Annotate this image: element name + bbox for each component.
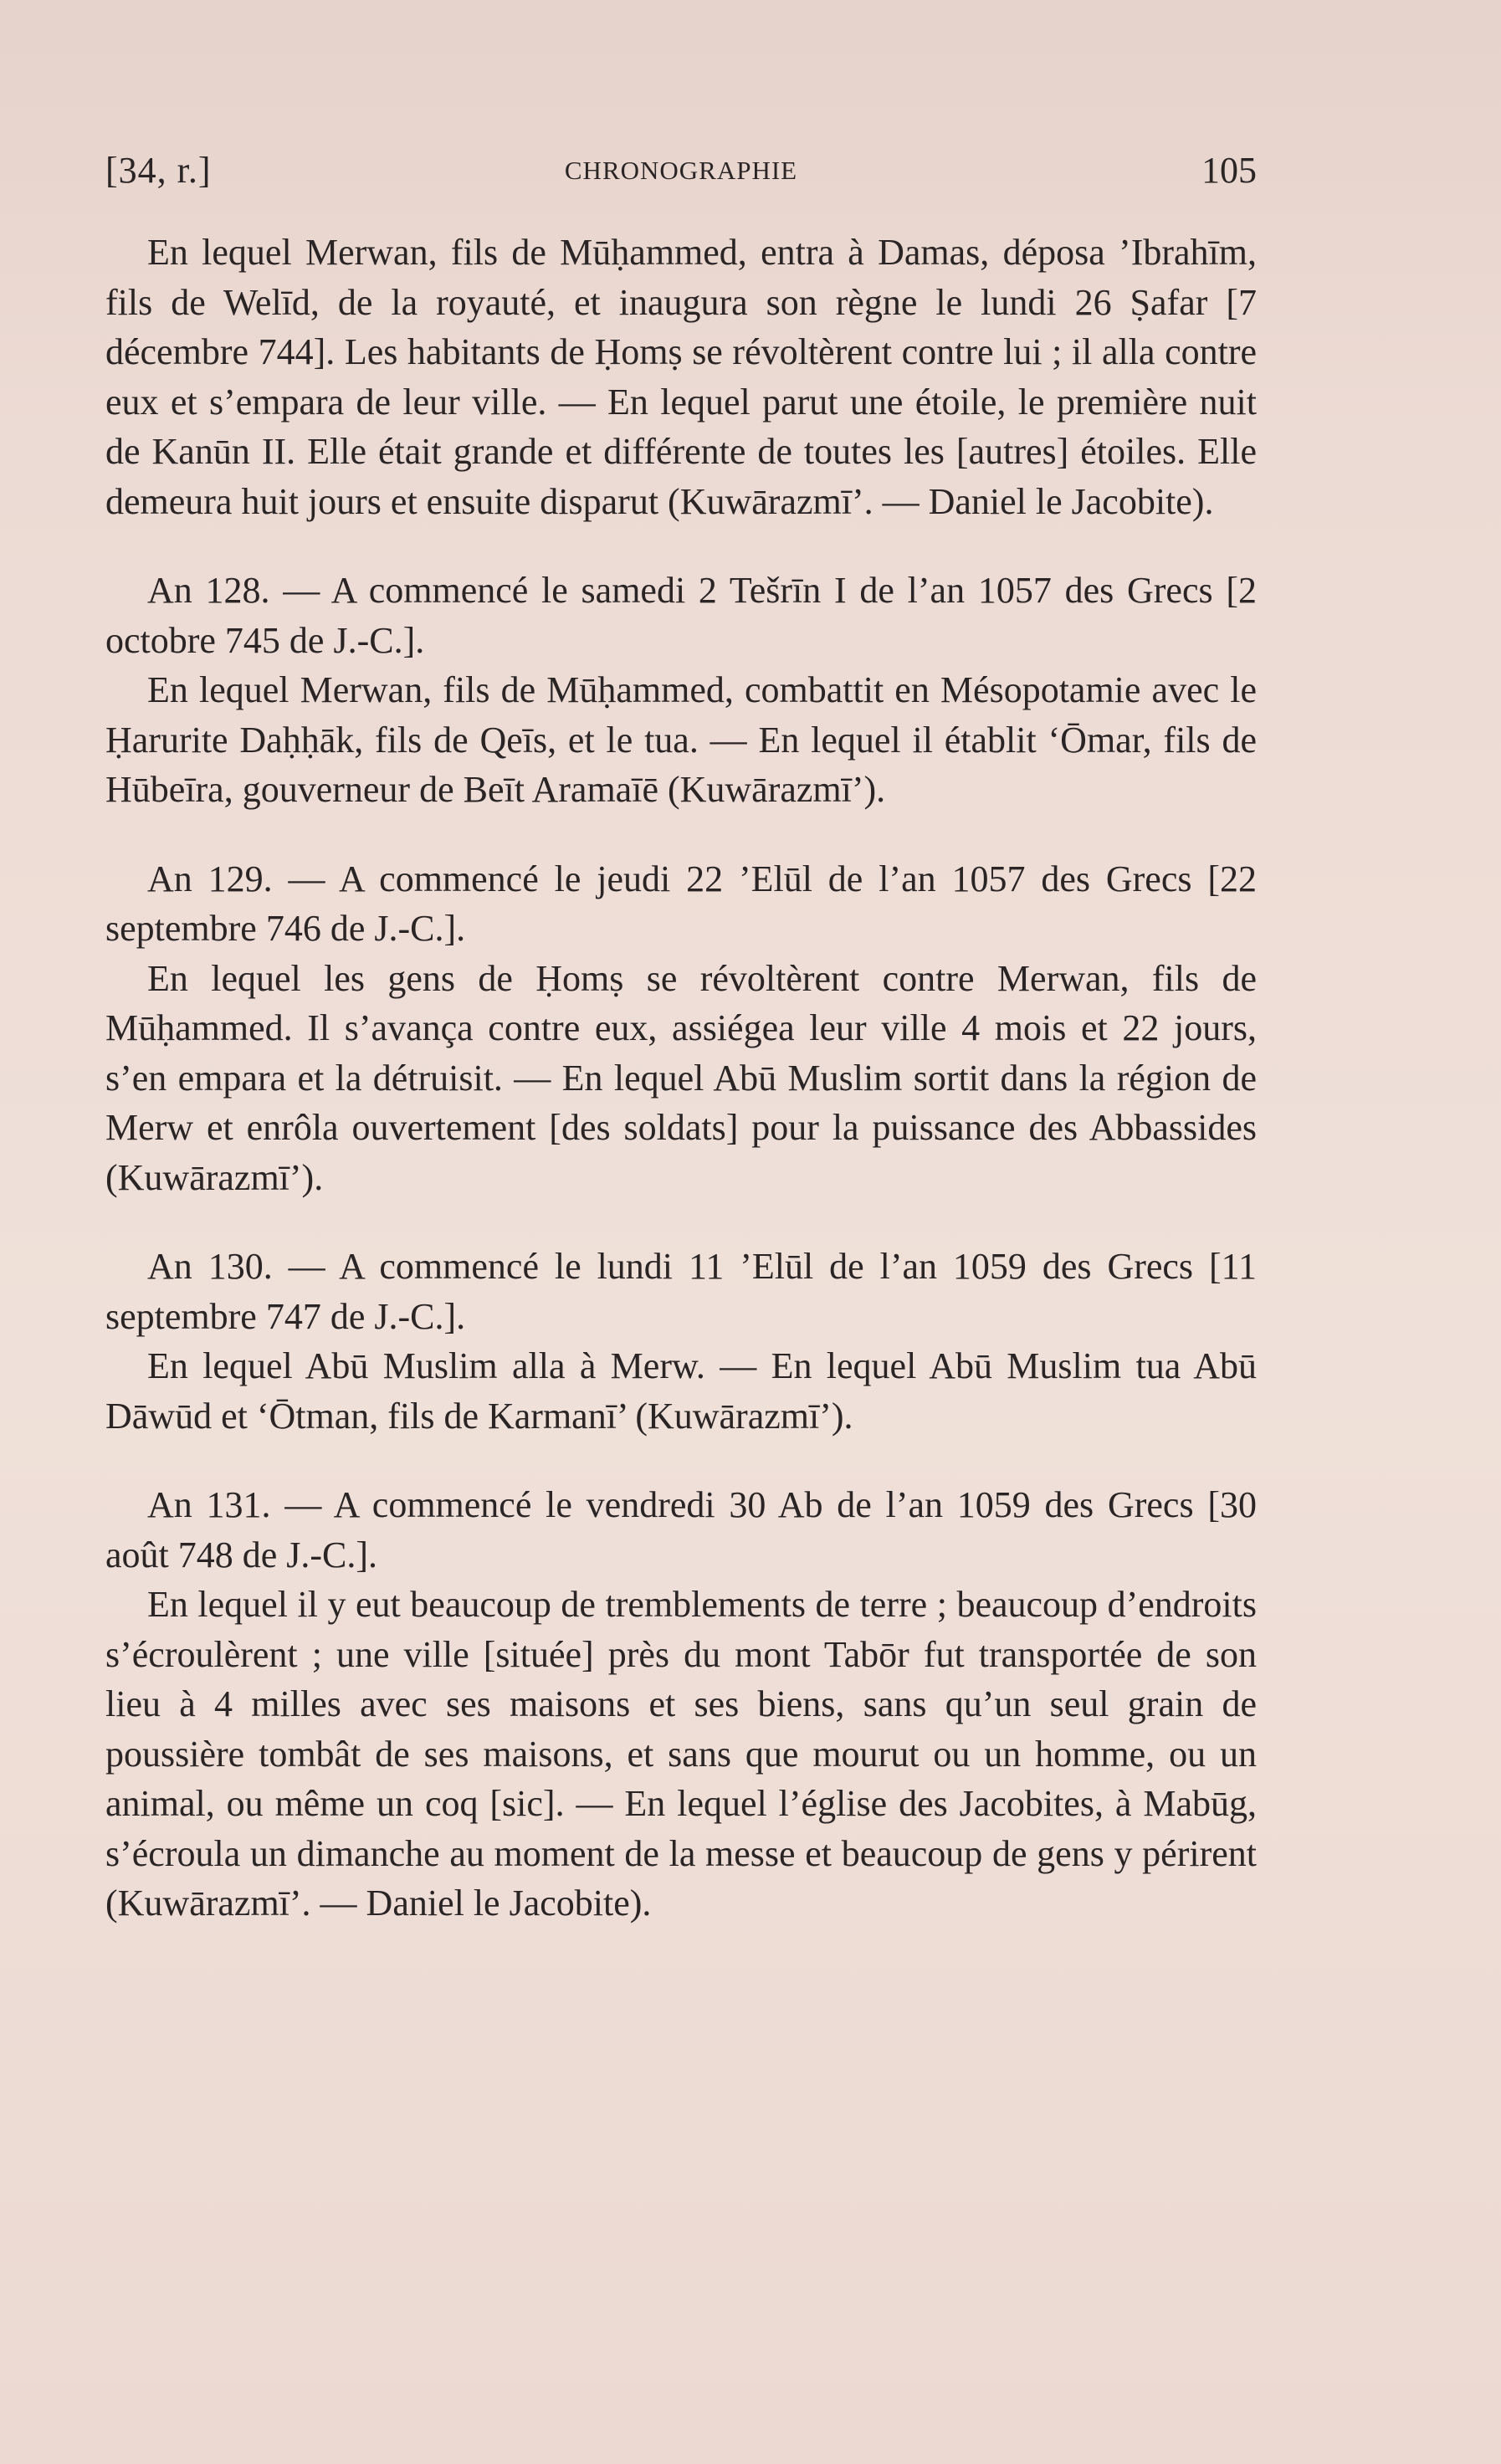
paragraph-year-128: An 128. — A commencé le samedi 2 Tešrīn I de l’an 1057 des Grecs [2 octobre 745 de J.-C.].: [105, 570, 1257, 661]
chronicle-text: [105, 228, 1257, 1929]
paragraph-year-131: An 131. — A commencé le vendredi 30 Ab de l’an 1059 des Grecs [30 août 748 de J.-C.].: [105, 1484, 1257, 1575]
paragraph-merwan-accession: En lequel Merwan, fils de Mūḥammed, entra à Damas, déposa ’Ibrahīm, fils de Welīd, de la royauté, et inaugura son règne le lundi 26 Ṣafar [7 décembre 744]. Les habitants de Ḥomṣ se révoltèrent contre lui ; il alla contre eux et s’empara de leur ville. — En lequel parut une étoile, le première nuit de Kanūn II. Elle était grande et différente de toutes les [autres] étoiles. Elle demeura huit jours et ensuite disparut (Kuwārazmī’. — Daniel le Jacobite).: [105, 232, 1257, 522]
paragraph-year-131-events: En lequel il y eut beaucoup de tremblements de terre ; beaucoup d’endroits s’écroulèrent ; une ville [située] près du mont Tabōr fut transportée de son lieu à 4 milles avec ses maisons et ses biens, sans qu’un seul grain de poussière tombât de ses maisons, et sans que mourut ou un homme, ou un animal, ou même un coq [sic]. — En lequel l’église des Jacobites, à Mabūg, s’écroula un dimanche au moment de la messe et beaucoup de gens y périrent (Kuwārazmī’. — Daniel le Jacobite).: [105, 1584, 1257, 1924]
paragraph-year-129-events: En lequel les gens de Ḥomṣ se révoltèrent contre Merwan, fils de Mūḥammed. Il s’avança contre eux, assiégea leur ville 4 mois et 22 jours, s’en empara et la détruisit. — En lequel Abū Muslim sortit dans la région de Merw et enrôla ouvertement [des soldats] pour la puissance des Abbassides (Kuwārazmī’).: [105, 957, 1257, 1198]
running-title: CHRONOGRAPHIE: [564, 156, 798, 185]
paragraph-year-128-events: En lequel Merwan, fils de Mūḥammed, combattit en Mésopotamie avec le Ḥarurite Daḥḥāk, fils de Qeīs, et le tua. — En lequel il établit ‘Ōmar, fils de Hūbeīra, gouverneur de Beīt Aramaīē (Kuwārazmī’).: [105, 669, 1257, 810]
running-header: [105, 149, 1257, 199]
paragraph-year-130: An 130. — A commencé le lundi 11 ’Elūl de l’an 1059 des Grecs [11 septembre 747 de J.-C.].: [105, 1246, 1257, 1337]
paragraph-year-130-events: En lequel Abū Muslim alla à Merw. — En lequel Abū Muslim tua Abū Dāwūd et ‘Ōtman, fils de Karmanī’ (Kuwārazmī’).: [105, 1345, 1257, 1437]
paragraph-year-129: An 129. — A commencé le jeudi 22 ’Elūl de l’an 1057 des Grecs [22 septembre 746 de J.-C.].: [105, 858, 1257, 949]
folio-reference: [34, r.]: [105, 150, 212, 191]
page-number: 105: [1201, 150, 1257, 191]
